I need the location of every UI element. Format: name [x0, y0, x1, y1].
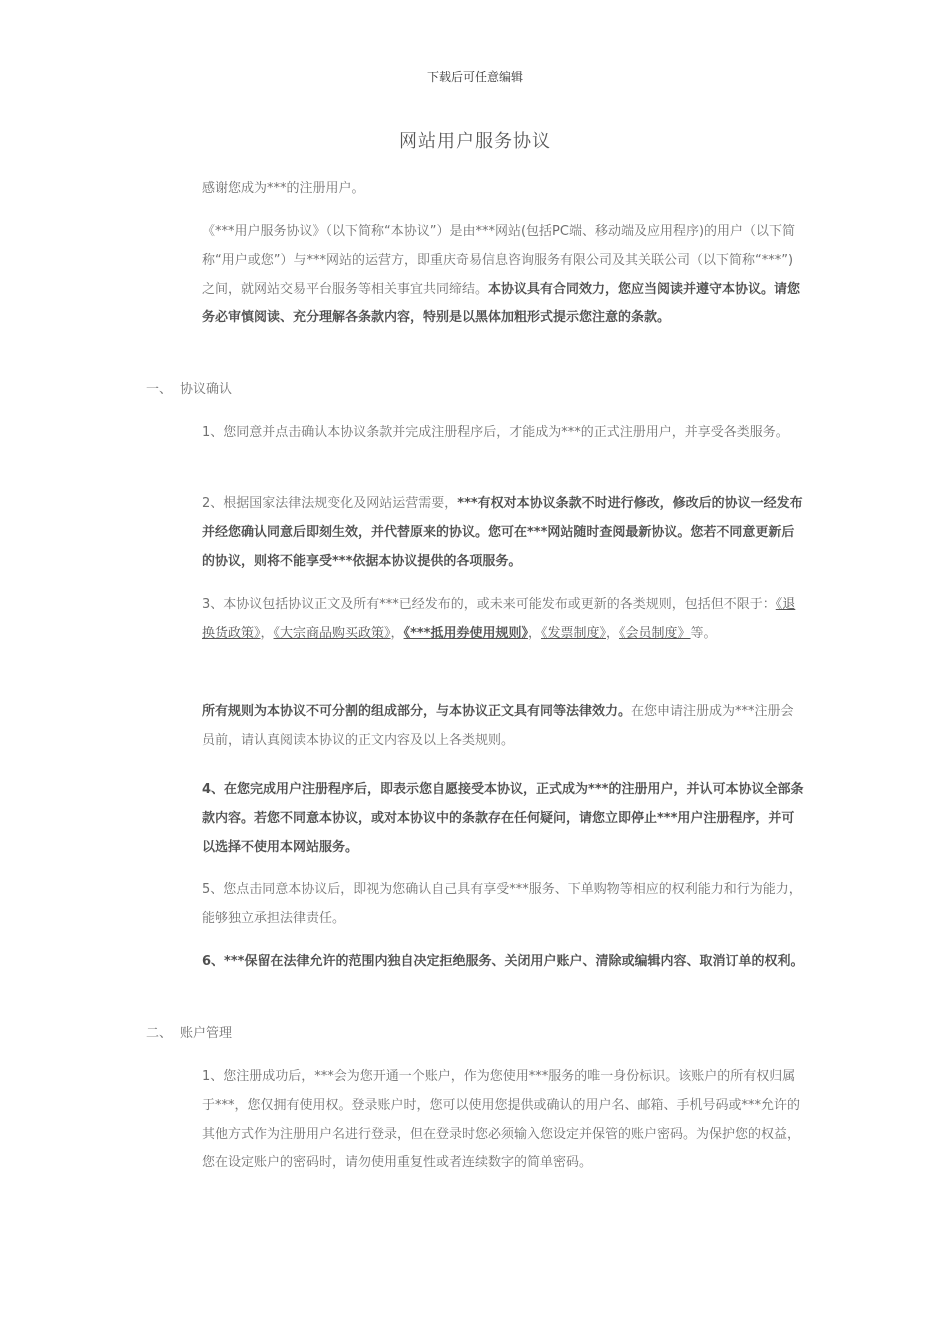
preamble-paragraph: [202, 218, 805, 333]
return-policy-link[interactable]: 《退换货政策》: [202, 597, 796, 641]
separator: ，: [606, 625, 620, 641]
document-title: 网站用户服务协议: [399, 131, 551, 152]
section-number: 一、: [146, 382, 173, 397]
clause-1-2: [202, 490, 805, 576]
clause-1-rules: [202, 698, 805, 756]
clause-1-4: 4、在您完成用户注册程序后，即表示您自愿接受本协议，正式成为***的注册用户，并认可本协议全部条款内容。若您不同意本协议，或对本协议中的条款存在任何疑问，请您立即停止***用户注册程序，并可以选择不使用本网站服务。: [202, 782, 804, 855]
separator: ，: [260, 625, 274, 641]
section-title: 协议确认: [180, 382, 233, 397]
clause-end-text: 等。: [690, 625, 717, 641]
bulk-purchase-policy-link[interactable]: 《大宗商品购买政策》: [273, 625, 391, 641]
clause-1-1: 1、您同意并点击确认本协议条款并完成注册程序后，才能成为***的正式注册用户，并享受各类服务。: [202, 425, 789, 440]
clause-1-5: 5、您点击同意本协议后，即视为您确认自己具有享受***服务、下单购物等相应的权利能力和行为能力，能够独立承担法律责任。: [202, 882, 802, 926]
clause-text: 3、本协议包括协议正文及所有***已经发布的，或未来可能发布或更新的各类规则，包括但不限于：: [202, 597, 776, 612]
intro-paragraph: 感谢您成为***的注册用户。: [202, 181, 365, 196]
preamble-text: 《***用户服务协议》（以下简称“本协议”）是由***网站(包括PC端、移动端及应用程序)的用户（以下简称“用户或您”）与***网站的运营方，即重庆奇易信息咨询服务有限公司及其关联公司（以下简称“***”)之间，就网站交易平台服务等相关事宜共同缔结。: [202, 224, 796, 297]
section-title: 账户管理: [180, 1026, 233, 1041]
clause-bold-text: 所有规则为本协议不可分割的组成部分，与本协议正文具有同等法律效力。: [202, 704, 632, 719]
clause-text: 在您申请注册成为***注册会员前，请认真阅读本协议的正文内容及以上各类规则。: [202, 704, 794, 748]
clause-1-3: [202, 591, 805, 649]
membership-policy-link[interactable]: 《会员制度》: [619, 625, 691, 641]
section-number: 二、: [146, 1026, 173, 1041]
page-header: 下载后可任意编辑: [426, 70, 523, 84]
separator: ，: [527, 625, 541, 641]
section-heading-1: [146, 378, 232, 397]
separator: ，: [390, 625, 404, 641]
invoice-policy-link[interactable]: 《发票制度》: [540, 625, 606, 641]
clause-bold-text: ***有权对本协议条款不时进行修改，修改后的协议一经发布并经您确认同意后即刻生效，并代替原来的协议。您可在***网站随时查阅最新协议。您若不同意更新后的协议，则将不能享受***依据本协议提供的各项服务。: [202, 496, 803, 569]
preamble-bold-text: 本协议具有合同效力，您应当阅读并遵守本协议。请您务必审慎阅读、充分理解各条款内容，特别是以黑体加粗形式提示您注意的条款。: [202, 281, 801, 326]
clause-2-1: 1、您注册成功后，***会为您开通一个账户，作为您使用***服务的唯一身份标识。该账户的所有权归属于***，您仅拥有使用权。登录账户时，您可以使用您提供或确认的用户名、邮箱、手机号码或***允许的其他方式作为注册用户名进行登录，但在登录时您必须输入您设定并保管的账户密码。为保护您的权益，您在设定账户的密码时，请勿使用重复性或者连续数字的简单密码。: [202, 1069, 801, 1171]
clause-1-6: 6、***保留在法律允许的范围内独自决定拒绝服务、关闭用户账户、清除或编辑内容、取消订单的权利。: [202, 954, 804, 969]
coupon-rules-link[interactable]: 《***抵用券使用规则》: [403, 625, 528, 641]
clause-text: 2、根据国家法律法规变化及网站运营需要，: [202, 496, 458, 511]
section-heading-2: [146, 1022, 232, 1041]
